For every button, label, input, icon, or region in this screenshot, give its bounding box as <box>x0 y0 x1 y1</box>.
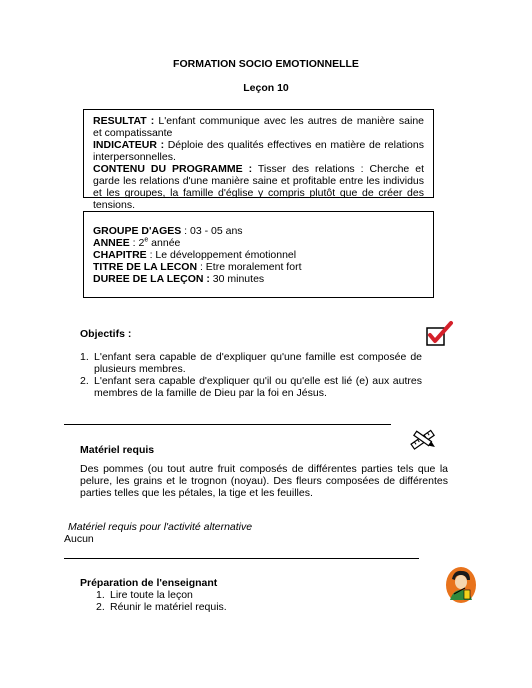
checkbox-check-icon <box>424 320 454 348</box>
resultat-line <box>93 115 424 139</box>
contenu-label: CONTENU DU PROGRAMME : <box>93 163 253 175</box>
preparation-heading: Préparation de l'enseignant <box>80 577 218 589</box>
duree-line <box>93 273 424 285</box>
chapitre-text: : Le développement émotionnel <box>146 249 297 261</box>
annee-label: ANNEE <box>93 237 130 249</box>
objectifs-list <box>80 351 422 399</box>
materiel-heading: Matériel requis <box>80 444 155 456</box>
info-box <box>83 211 434 298</box>
resultat-label: RESULTAT : <box>93 115 155 127</box>
groupe-text: : 03 - 05 ans <box>181 225 243 237</box>
list-item-number: 2. <box>96 601 105 613</box>
annee-superscript: e <box>144 236 149 244</box>
list-item <box>96 601 396 613</box>
section-divider <box>64 558 419 559</box>
lesson-number: Leçon 10 <box>243 82 289 94</box>
section-divider <box>64 424 391 425</box>
list-item-text: Réunir le matériel requis. <box>110 601 227 613</box>
contenu-line <box>93 163 424 211</box>
list-item-text: Lire toute la leçon <box>110 589 193 601</box>
duree-label: DUREE DE LA LEÇON : <box>93 273 210 285</box>
indicateur-label: INDICATEUR : <box>93 139 165 151</box>
teacher-avatar-icon <box>445 566 477 604</box>
duree-text: 30 minutes <box>209 273 265 285</box>
list-item-number: 2. <box>80 375 89 387</box>
contenu-text: Tisser des relations : Cherche et garde les relations d'une manière saine et profitable entre les individus et les groupes, la famille d'église y compris plutôt que de créer des tensions. <box>93 163 424 211</box>
preparation-list <box>96 589 396 613</box>
titre-line <box>93 261 424 273</box>
list-item <box>80 351 422 375</box>
alternative-text: Aucun <box>64 533 94 545</box>
indicateur-text: Déploie des qualités effectives en matière de relations interpersonnelles. <box>93 139 424 163</box>
annee-line <box>93 237 424 249</box>
list-item-text: L'enfant sera capable d'expliquer qu'il ou qu'elle est lié (e) aux autres membres de la famille de Dieu par la foi en Jésus. <box>94 375 422 399</box>
materiel-text: Des pommes (ou tout autre fruit composés de différentes parties tels que la pelure, les grains et le trognon (noyau). Des fleurs composées de différentes parties telles que les pétales, la tige et les feuilles. <box>80 463 448 499</box>
groupe-label: GROUPE D'AGES <box>93 225 182 237</box>
objectifs-heading: Objectifs : <box>80 328 132 340</box>
list-item <box>96 589 396 601</box>
list-item-number: 1. <box>80 351 89 363</box>
groupe-line <box>93 225 424 237</box>
resultat-text: L'enfant communique avec les autres de manière saine et compatissante <box>93 115 424 139</box>
list-item-number: 1. <box>96 589 105 601</box>
list-item <box>80 375 422 399</box>
annee-text: : 2 <box>129 237 145 249</box>
chapitre-line <box>93 249 424 261</box>
titre-label: TITRE DE LA LECON <box>93 261 198 273</box>
chapitre-label: CHAPITRE <box>93 249 147 261</box>
summary-box <box>83 109 434 211</box>
document-title: FORMATION SOCIO EMOTIONNELLE <box>173 58 359 70</box>
indicateur-line <box>93 139 424 163</box>
list-item-text: L'enfant sera capable de d'expliquer qu'une famille est composée de plusieurs membres. <box>94 351 422 375</box>
titre-text: : Etre moralement fort <box>197 261 302 273</box>
pencil-ruler-icon <box>408 427 440 453</box>
alternative-heading: Matériel requis pour l'activité alternative <box>68 521 253 533</box>
annee-text-post: année <box>148 237 181 249</box>
